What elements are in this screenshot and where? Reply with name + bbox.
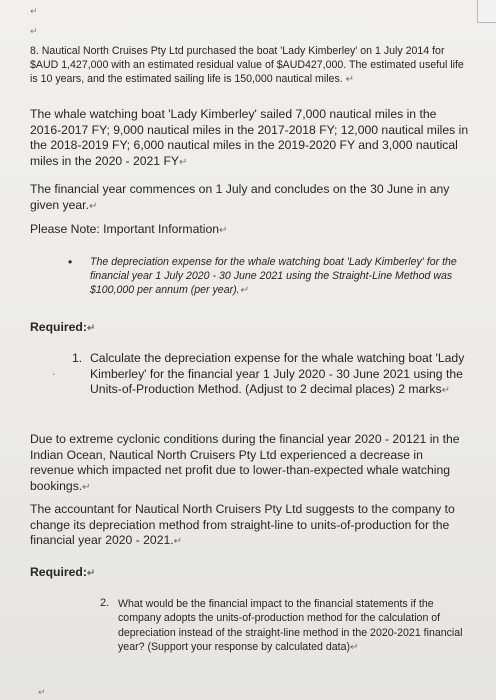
cyclone-text: Due to extreme cyclonic conditions during the financial year 2020 - 20121 in the Indian Ocean, Nautical North Cruisers Pty Ltd experienced a decrease in revenue which impacted net profit due to lower-than-expected whale watching bookings. [30, 432, 460, 493]
paragraph-mark: ↵ [345, 74, 355, 86]
cyclone-paragraph [30, 432, 470, 495]
bullet-dot: • [68, 255, 73, 269]
paragraph-mark: ↵ [86, 323, 96, 334]
financial-year-text: The financial year commences on 1 July and concludes on the 30 June in any given year. [30, 182, 450, 212]
paragraph-mark: ↵ [82, 481, 91, 493]
note-bullet-text: The depreciation expense for the whale watching boat 'Lady Kimberley' for the financial year 1 July 2020 - 30 June 2021 using the Straight-Line Method was $100,000 per annum (per year). [90, 256, 457, 297]
page-corner [477, 0, 496, 23]
question-1-number: 1. [72, 351, 83, 365]
question-8-intro [30, 44, 470, 88]
sailing-paragraph [30, 107, 470, 170]
paragraph-mark: ↵ [30, 7, 38, 17]
margin-dot: . [52, 365, 56, 378]
question-2 [100, 597, 464, 656]
question-8-text: 8. Nautical North Cruises Pty Ltd purchased the boat 'Lady Kimberley' on 1 July 2014 for $AUD 1,427,000 with an estimated residual value of $AUD427,000. The estimated useful life is 10 years, and the estimated sailing life is 150,000 nautical miles. [30, 45, 464, 86]
paragraph-mark: ↵ [441, 385, 450, 397]
question-1-text: Calculate the depreciation expense for the whale watching boat 'Lady Kimberley' for the financial year 1 July 2020 - 30 June 2021 using the Units-of-Production Method. (Adjust to 2 decimal places) 2 marks [90, 351, 465, 397]
question-2-number: 2. [100, 597, 110, 609]
note-heading [30, 222, 470, 239]
required-heading-1 [30, 320, 470, 337]
paragraph-mark: ↵ [88, 200, 98, 212]
required-heading-2-text: Required: [30, 565, 87, 579]
accountant-paragraph [30, 502, 470, 550]
required-heading-1-text: Required: [30, 320, 87, 334]
paragraph-mark: ↵ [173, 536, 183, 548]
paragraph-mark: ↵ [239, 285, 248, 297]
paragraph-mark: ↵ [350, 642, 359, 654]
required-heading-2 [30, 565, 470, 582]
question-2-text: What would be the financial impact to the financial statements if the company adopts the units-of-production method for the calculation of depreciation instead of the straight-line method in the 2020-2021 financial year? (Support your response by calculated data) [118, 598, 463, 654]
paragraph-mark: ↵ [219, 225, 228, 236]
financial-year-paragraph [30, 182, 470, 214]
paragraph-mark: ↵ [38, 688, 46, 698]
paragraph-mark: ↵ [86, 568, 96, 579]
paragraph-mark: ↵ [30, 27, 38, 37]
accountant-text: The accountant for Nautical North Cruisers Pty Ltd suggests to the company to change its depreciation method from straight-line to units-of-production for the financial year 2020 - 2021. [30, 502, 455, 548]
sailing-text: The whale watching boat 'Lady Kimberley' sailed 7,000 nautical miles in the 2016-2017 FY; 9,000 nautical miles in the 2017-2018 FY; 12,000 nautical miles in the 2018-2019 FY; 6,000 nautical miles in the 2019-2020 FY and 3,000 nautical miles in the 2020 - 2021 FY [30, 107, 469, 168]
note-bullet [68, 255, 470, 299]
paragraph-mark: ↵ [179, 156, 188, 168]
note-heading-text: Please Note: Important Information [30, 222, 220, 236]
question-1 [52, 351, 468, 399]
